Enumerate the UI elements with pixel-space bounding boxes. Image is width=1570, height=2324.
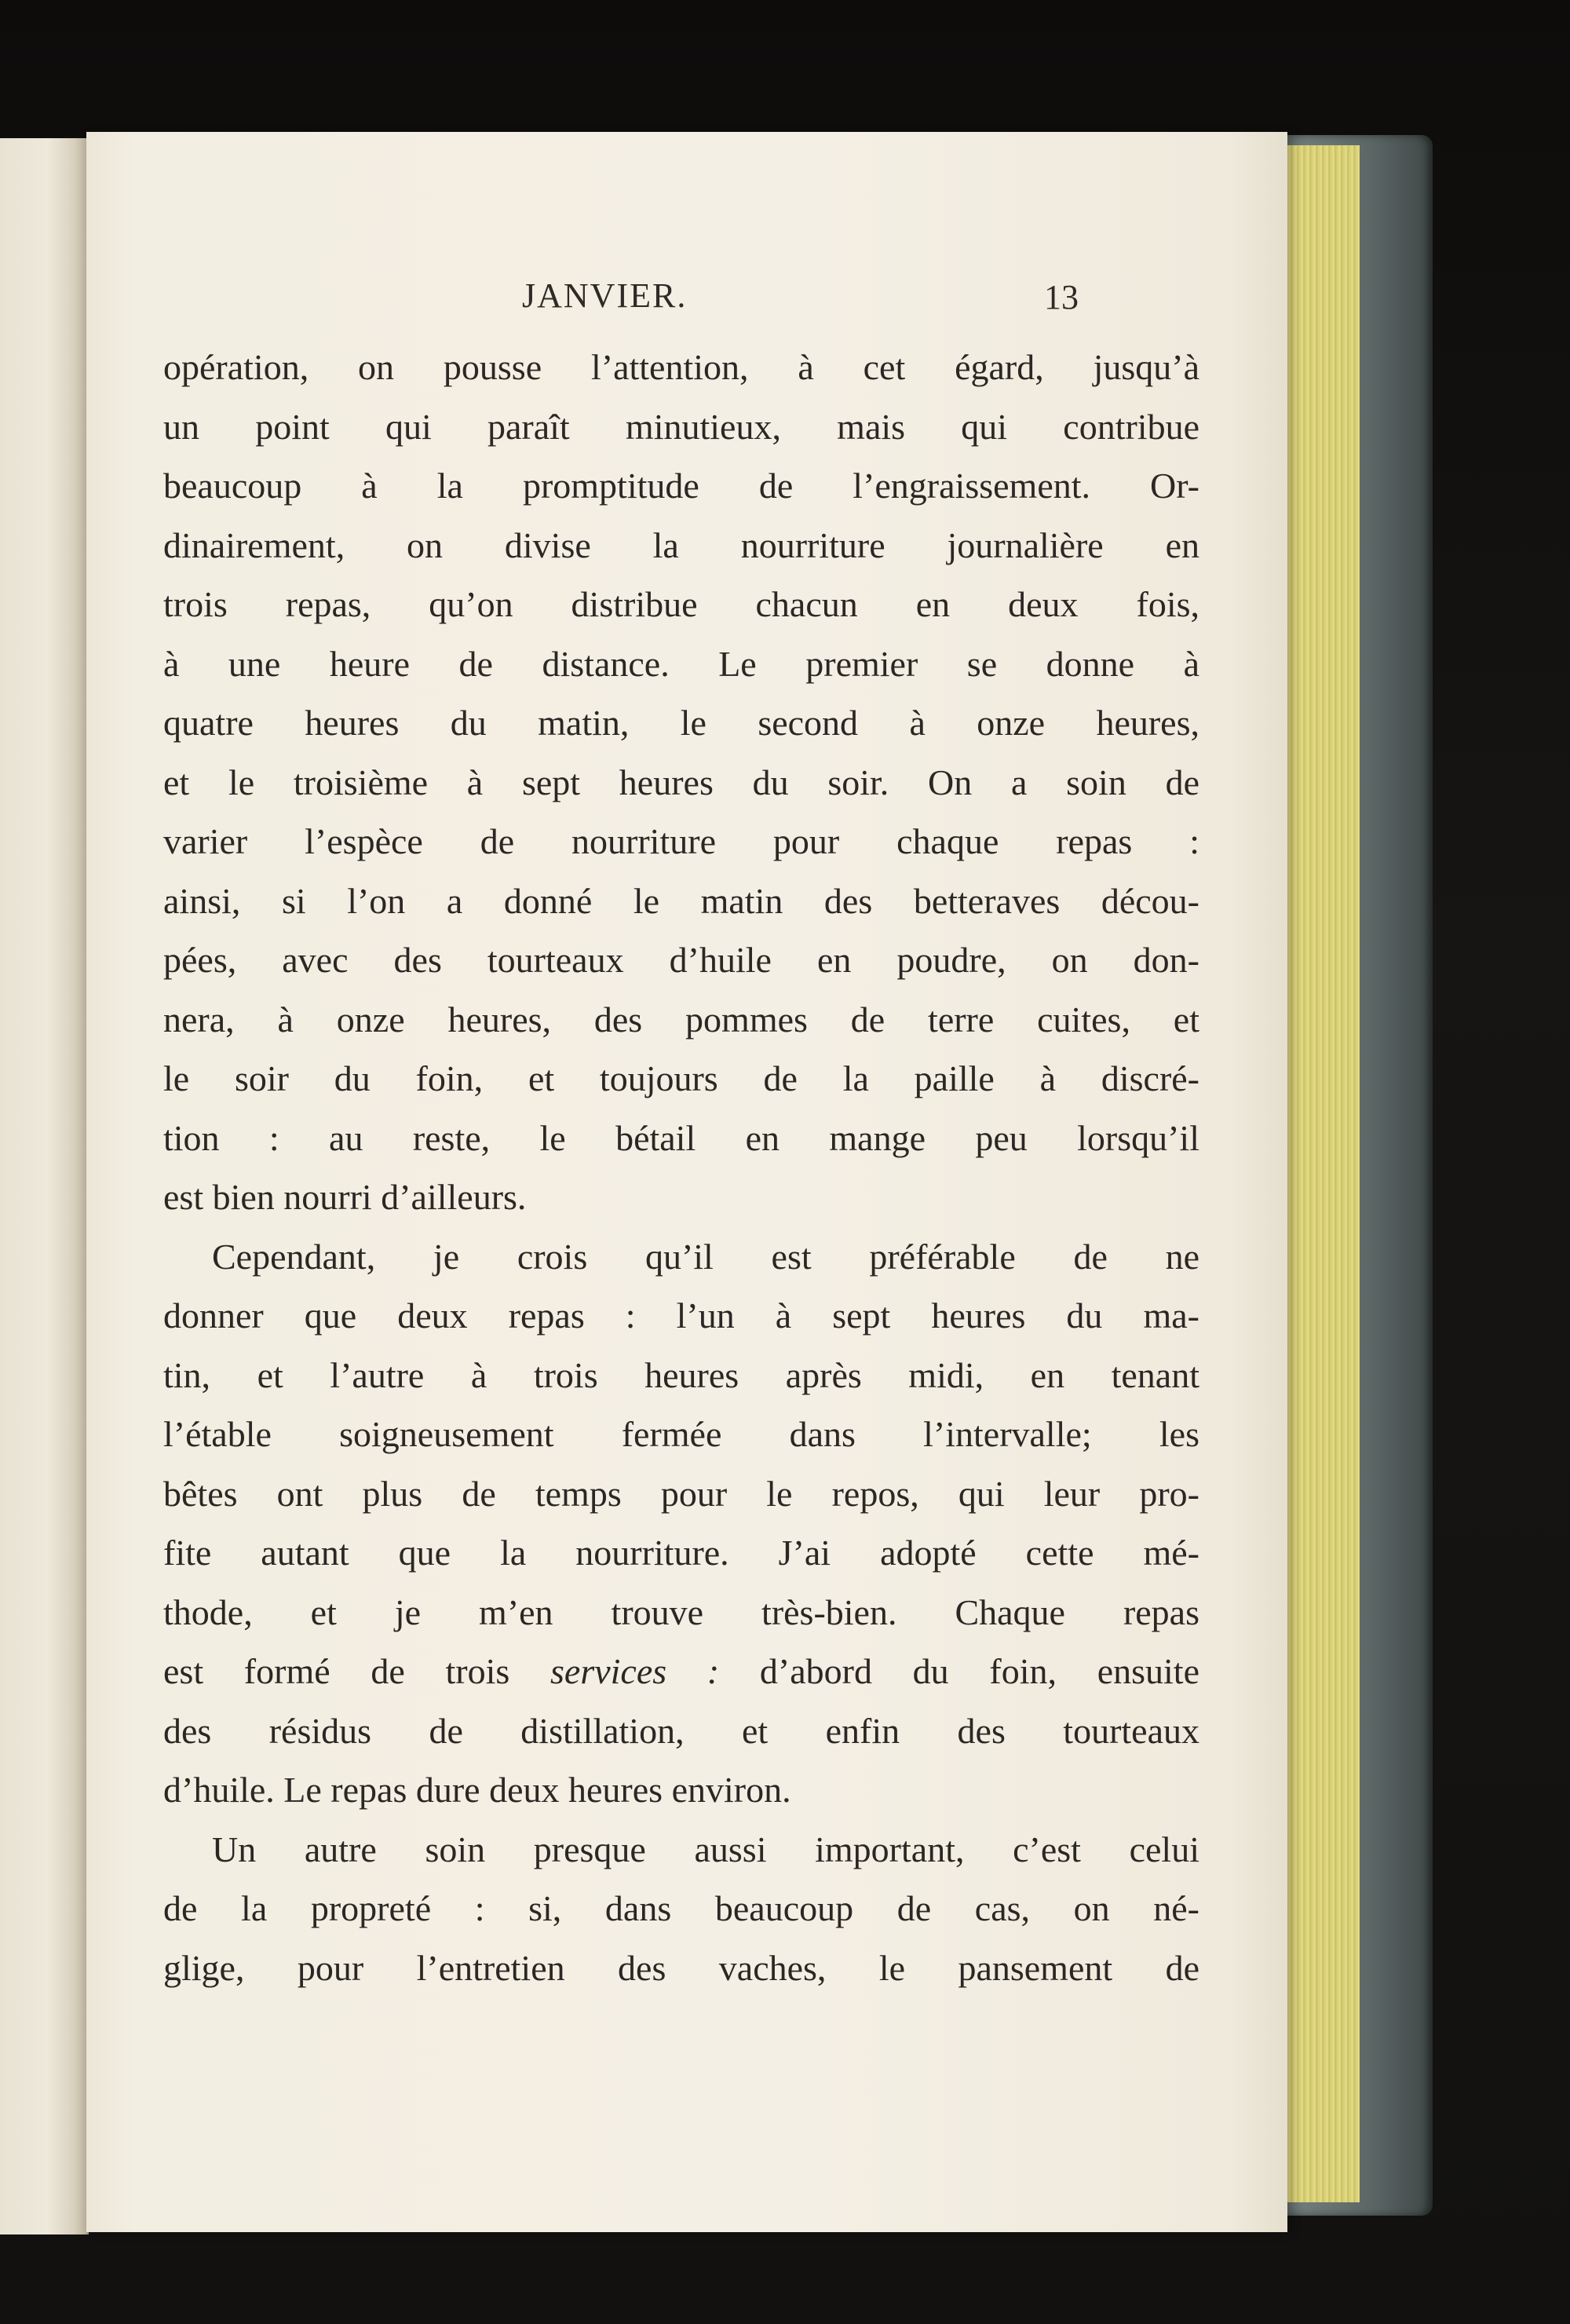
text-line: de la propreté : si, dans beaucoup de cas, on né- bbox=[163, 1888, 1199, 1928]
text-line: dinairement, on divise la nourriture journalière en bbox=[163, 524, 1199, 565]
text-line: l’étable soigneusement fermée dans l’intervalle; les bbox=[163, 1414, 1199, 1454]
text-line: trois repas, qu’on distribue chacun en deux fois, bbox=[163, 584, 1199, 624]
running-head bbox=[86, 276, 1287, 331]
text-segment: d’abord du foin, ensuite bbox=[759, 1651, 1199, 1691]
text-line: un point qui paraît minutieux, mais qui contribue bbox=[163, 406, 1199, 447]
text-line: Cependant, je crois qu’il est préférable de ne bbox=[212, 1236, 1199, 1277]
text-line: varier l’espèce de nourriture pour chaque repas : bbox=[163, 821, 1199, 861]
text-line: le soir du foin, et toujours de la paille à discré- bbox=[163, 1058, 1199, 1098]
text-line: et le troisième à sept heures du soir. On a soin de bbox=[163, 762, 1199, 802]
book-page bbox=[86, 132, 1287, 2232]
text-line: ainsi, si l’on a donné le matin des betteraves décou- bbox=[163, 880, 1199, 921]
text-line: nera, à onze heures, des pommes de terre cuites, et bbox=[163, 999, 1199, 1040]
text-line: opération, on pousse l’attention, à cet égard, jusqu’à bbox=[163, 347, 1199, 387]
text-line: est bien nourri d’ailleurs. bbox=[163, 1177, 527, 1217]
text-line: donner que deux repas : l’un à sept heures du ma- bbox=[163, 1295, 1199, 1336]
text-line-mixed bbox=[163, 1642, 1199, 1701]
facing-page-edge bbox=[0, 138, 89, 2234]
text-line: d’huile. Le repas dure deux heures environ. bbox=[163, 1770, 791, 1810]
text-line: beaucoup à la promptitude de l’engraissement. Or- bbox=[163, 466, 1199, 506]
text-line: fite autant que la nourriture. J’ai adopté cette mé- bbox=[163, 1533, 1199, 1573]
page-number: 13 bbox=[1044, 278, 1079, 316]
text-line: bêtes ont plus de temps pour le repos, qui leur pro- bbox=[163, 1473, 1199, 1514]
text-line: tion : au reste, le bétail en mange peu lorsqu’il bbox=[163, 1117, 1199, 1158]
text-line: glige, pour l’entretien des vaches, le pansement de bbox=[163, 1947, 1199, 1988]
text-line: thode, et je m’en trouve très-bien. Chaque repas bbox=[163, 1591, 1199, 1632]
text-line: pées, avec des tourteaux d’huile en poudre, on don- bbox=[163, 940, 1199, 980]
text-line: tin, et l’autre à trois heures après midi, en tenant bbox=[163, 1354, 1199, 1395]
text-line: des résidus de distillation, et enfin des tourteaux bbox=[163, 1710, 1199, 1751]
text-line: Un autre soin presque aussi important, c’est celui bbox=[212, 1829, 1199, 1869]
body-text bbox=[163, 338, 1199, 1997]
text-line: à une heure de distance. Le premier se donne à bbox=[163, 643, 1199, 684]
text-line: quatre heures du matin, le second à onze heures, bbox=[163, 703, 1199, 743]
chapter-title: JANVIER. bbox=[522, 276, 688, 315]
text-segment: est formé de trois bbox=[163, 1651, 510, 1691]
italic-term: services : bbox=[550, 1651, 720, 1691]
